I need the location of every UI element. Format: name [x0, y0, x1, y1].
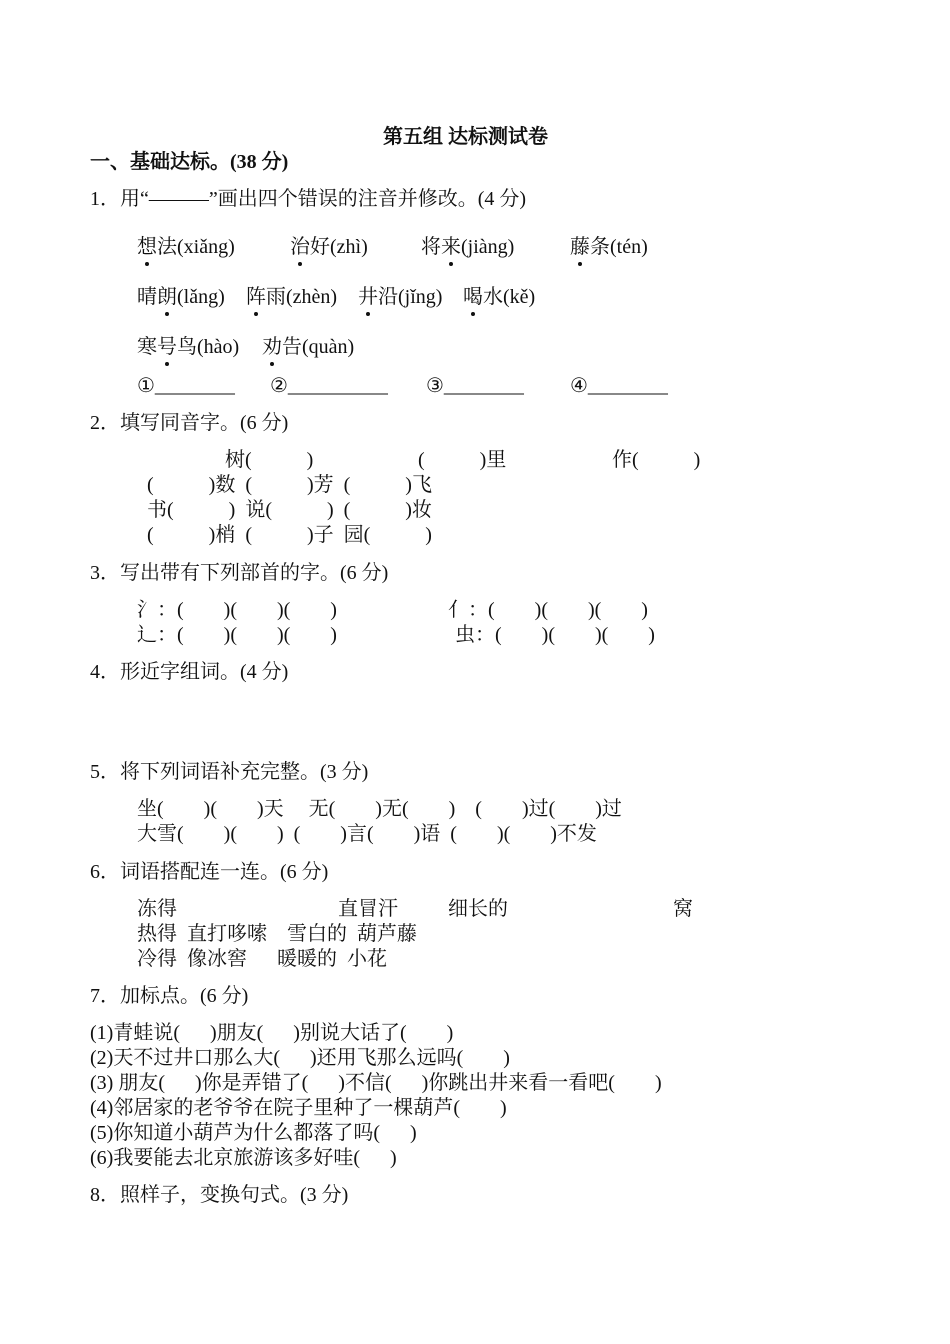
- radical-line: 氵：( )( )( ): [137, 599, 337, 621]
- idiom-line: 坐( )( )天 无( )无( ) ( )过( )过: [137, 798, 622, 820]
- question-1-prompt: 1．用“———”画出四个错误的注音并修改。(4 分): [90, 188, 527, 210]
- punctuation-line: (2)天不过井口那么大( )还用飞那么远吗( ): [90, 1047, 510, 1069]
- pinyin-item: 井沿(jǐng): [358, 286, 443, 308]
- match-word: 冻得: [137, 898, 177, 920]
- pinyin-item: 晴朗(lǎng): [137, 286, 225, 308]
- pinyin-item: 想法(xiǎng): [137, 236, 235, 258]
- answer-blank-1[interactable]: ①________: [137, 375, 235, 397]
- answer-blank-3[interactable]: ③________: [426, 375, 524, 397]
- dotted-char: 治: [290, 236, 310, 258]
- punctuation-line: (5)你知道小葫芦为什么都落了吗( ): [90, 1122, 417, 1144]
- match-line: 冷得 像冰窖 暖暖的 小花: [137, 948, 387, 970]
- pinyin-item: 治好(zhì): [290, 236, 368, 258]
- dotted-char: 喝: [463, 286, 483, 308]
- question-7-prompt: 7．加标点。(6 分): [90, 985, 249, 1007]
- pinyin-item: 将来(jiàng): [421, 236, 515, 258]
- question-3-prompt: 3．写出带有下列部首的字。(6 分): [90, 562, 389, 584]
- pinyin-item: 喝水(kě): [463, 286, 536, 308]
- section-heading-basic: 一、基础达标。(38 分): [90, 151, 289, 173]
- radical-line: 虫：( )( )( ): [455, 624, 655, 646]
- punctuation-line: (3) 朋友( )你是弄错了( )不信( )你跳出井来看一看吧( ): [90, 1072, 662, 1094]
- match-word: 细长的: [448, 898, 508, 920]
- answer-blank-4[interactable]: ④________: [570, 375, 668, 397]
- homophone-line: 作( ): [612, 449, 701, 471]
- punctuation-line: (6)我要能去北京旅游该多好哇( ): [90, 1147, 397, 1169]
- match-line: 热得 直打哆嗦 雪白的 葫芦藤: [137, 923, 417, 945]
- radical-line: 辶：( )( )( ): [137, 624, 337, 646]
- dotted-char: 来: [441, 236, 461, 258]
- pinyin-item: 阵雨(zhèn): [246, 286, 338, 308]
- dotted-char: 劝: [262, 336, 282, 358]
- question-5-prompt: 5．将下列词语补充完整。(3 分): [90, 761, 369, 783]
- homophone-line: ( )数 ( )芳 ( )飞: [147, 474, 432, 496]
- idiom-line: 大雪( )( ) ( )言( )语 ( )( )不发: [137, 823, 597, 845]
- radical-line: 亻：( )( )( ): [448, 599, 648, 621]
- question-2-prompt: 2．填写同音字。(6 分): [90, 412, 289, 434]
- dotted-char: 藤: [570, 236, 590, 258]
- homophone-line: 树( ): [225, 449, 314, 471]
- pinyin-item: 寒号鸟(hào): [137, 336, 240, 358]
- punctuation-line: (1)青蛙说( )朋友( )别说大话了( ): [90, 1022, 454, 1044]
- question-6-prompt: 6．词语搭配连一连。(6 分): [90, 861, 329, 883]
- dotted-char: 号: [157, 336, 177, 358]
- dotted-char: 阵: [246, 286, 266, 308]
- punctuation-line: (4)邻居家的老爷爷在院子里种了一棵葫芦( ): [90, 1097, 507, 1119]
- homophone-line: 书( ) 说( ) ( )妆: [147, 499, 432, 521]
- dotted-char: 朗: [157, 286, 177, 308]
- pinyin-item: 藤条(tén): [570, 236, 648, 258]
- homophone-line: ( )梢 ( )子 园( ): [147, 524, 432, 546]
- pinyin-item: 劝告(quàn): [262, 336, 355, 358]
- match-word: 直冒汗: [338, 898, 398, 920]
- question-8-prompt: 8．照样子，变换句式。(3 分): [90, 1184, 349, 1206]
- question-4-prompt: 4．形近字组词。(4 分): [90, 661, 289, 683]
- answer-blank-2[interactable]: ②__________: [270, 375, 388, 397]
- homophone-line: ( )里: [418, 449, 507, 471]
- dotted-char: 想: [137, 236, 157, 258]
- match-word: 窝: [673, 898, 693, 920]
- page-title: 第五组 达标测试卷: [383, 126, 548, 148]
- dotted-char: 井: [358, 286, 378, 308]
